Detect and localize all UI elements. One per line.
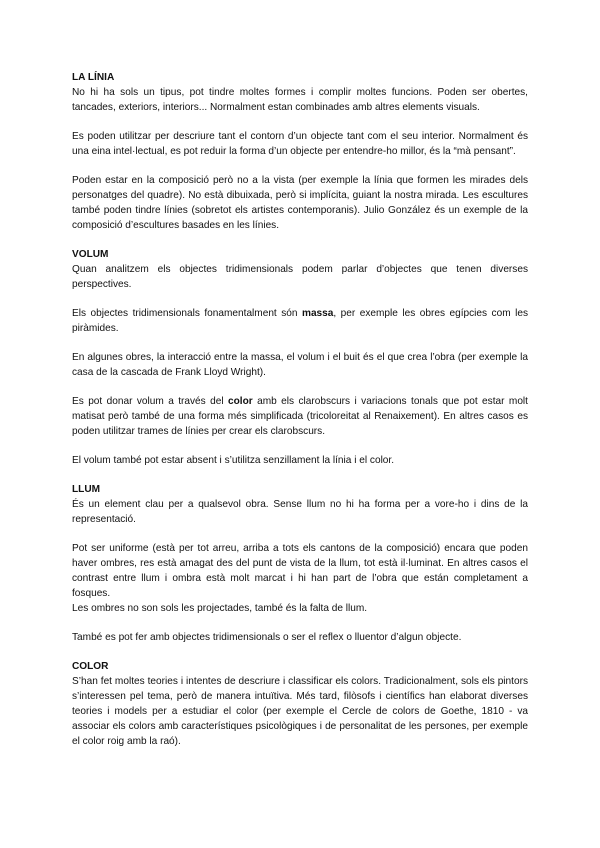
document-page (72, 70, 528, 749)
paragraph: Les ombres no son sols les projectades, també és la falta de llum. (72, 603, 368, 614)
paragraph: No hi ha sols un tipus, pot tindre moltes formes i complir moltes funcions. Poden ser obertes, tancades, exteriors, interiors... Normalment estan combinades amb altres elements visuals. (72, 87, 528, 113)
paragraph (72, 394, 528, 439)
paragraph: Es poden utilitzar per descriure tant el contorn d’un objecte tant com el seu interior. Normalment és una eina intel·lectual, es pot reduir la forma d’un objecte per entendre-ho millor, és la “mà pensant”. (72, 131, 528, 157)
heading-color: COLOR (72, 661, 109, 672)
paragraph: Pot ser uniforme (està per tot arreu, arriba a tots els cantons de la composició) encara que poden haver ombres, res està amagat des del punt de vista de la llum, tot està il·luminat. En altres casos el contrast entre llum i ombra està molt marcat i hi han part de l’obra que están completament a fosques. (72, 543, 528, 599)
paragraph: Quan analitzem els objectes tridimensionals podem parlar d’objectes que tenen diverses perspectives. (72, 264, 528, 290)
text-run: Els objectes tridimensionals fonamentalment són (72, 308, 302, 319)
paragraph: S’han fet moltes teories i intentes de descriure i classificar els colors. Tradicionalment, sols els pintors s’interessen pel tema, però de manera intuïtiva. Més tard, filòsofs i científics han elaborat diverses teories i models per a estudiar el color (per exemple el Cercle de colors de Goethe, 1810 - va associar els colors amb característiques psicològiques i de personalitat de les persones, per exemple el color roig amb la raó). (72, 676, 528, 747)
heading-la-linia: LA LÍNIA (72, 72, 115, 83)
text-run: amb els clarobscurs i variacions tonals que pot estar molt matisat però també de una forma més simplificada (tricoloreitat al Renaixement). En altres casos es poden utilitzar trames de línies per crear els clarobscurs. (72, 396, 528, 437)
paragraph: És un element clau per a qualsevol obra. Sense llum no hi ha forma per a vore-ho i dins de la representació. (72, 499, 528, 525)
bold-term-color: color (228, 396, 253, 407)
paragraph (72, 306, 528, 336)
paragraph: També es pot fer amb objectes tridimensionals o ser el reflex o lluentor d’algun objecte. (72, 632, 462, 643)
text-run: , per exemple les obres egípcies com les piràmides. (72, 308, 528, 334)
paragraph: El volum també pot estar absent i s’utilitza senzillament la línia i el color. (72, 455, 395, 466)
heading-llum: LLUM (72, 484, 101, 495)
paragraph: En algunes obres, la interacció entre la massa, el volum i el buit és el que crea l’obra (per exemple la casa de la cascada de Frank Lloyd Wright). (72, 352, 528, 378)
heading-volum: VOLUM (72, 249, 109, 260)
bold-term-massa: massa (301, 308, 334, 319)
text-run: Es pot donar volum a través del (72, 396, 229, 407)
paragraph: Poden estar en la composició però no a la vista (per exemple la línia que formen les mirades dels personatges del quadre). No està dibuixada, però si implícita, guiant la nostra mirada. Les escultures també poden tindre línies (sobretot els artistes contemporanis). Julio González és un exemple de la composició d’escultures basades en les línies. (72, 175, 528, 231)
